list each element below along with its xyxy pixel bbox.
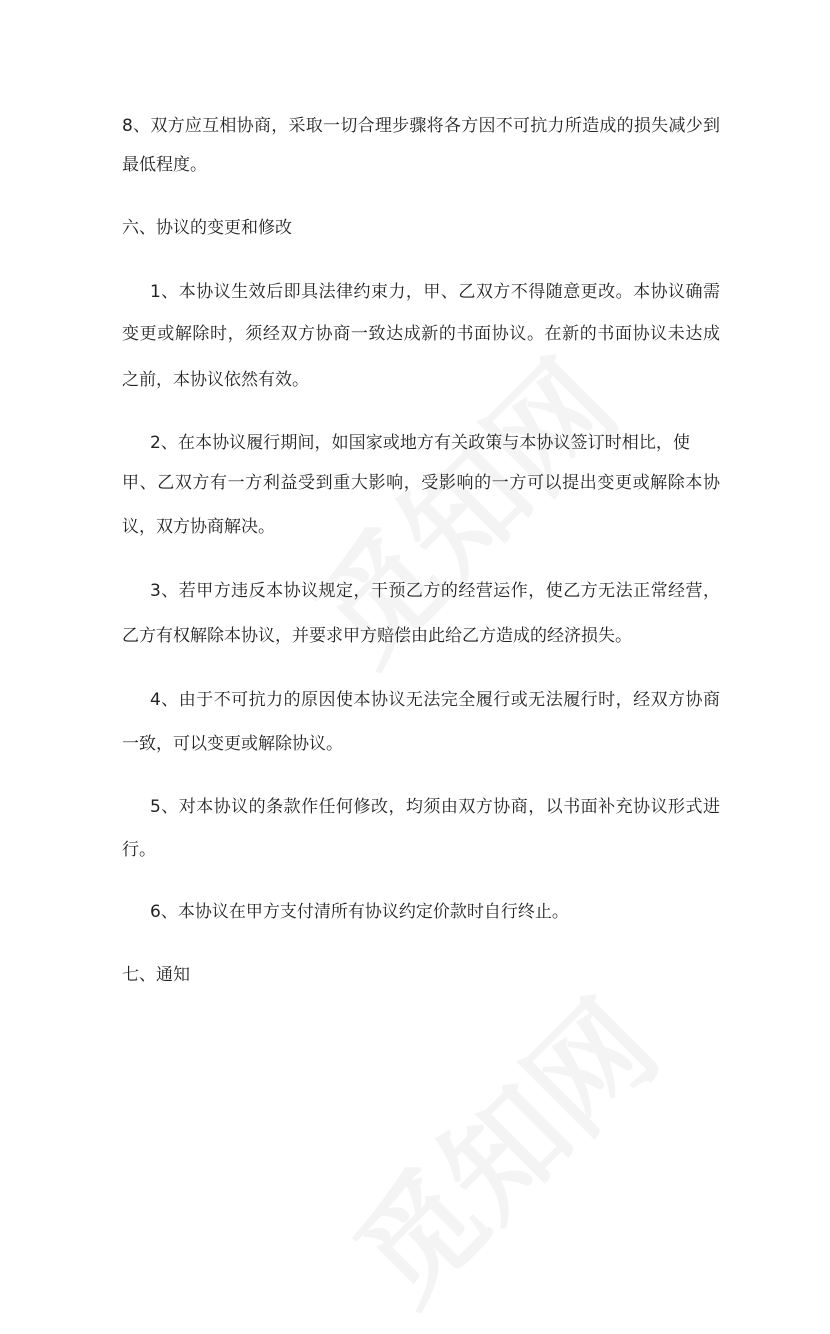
text-line: 一致，可以变更或解除协议。 bbox=[122, 734, 343, 754]
text-line: 4、由于不可抗力的原因使本协议无法完全履行或无法履行时，经双方协商 bbox=[150, 690, 720, 710]
text-line: 8、双方应互相协商，采取一切合理步骤将各方因不可抗力所造成的损失减少到 bbox=[122, 116, 720, 136]
text-line: 2、在本协议履行期间，如国家或地方有关政策与本协议签订时相比，使 bbox=[150, 433, 690, 453]
watermark bbox=[312, 958, 688, 1334]
text-line: 3、若甲方违反本协议规定，干预乙方的经营运作，使乙方无法正常经营， bbox=[150, 581, 720, 601]
section-heading: 七、通知 bbox=[122, 965, 190, 985]
section-heading: 六、协议的变更和修改 bbox=[122, 218, 292, 238]
text-line: 最低程度。 bbox=[122, 155, 207, 175]
text-line: 甲、乙双方有一方利益受到重大影响，受影响的一方可以提出变更或解除本协 bbox=[122, 473, 720, 493]
text-line: 行。 bbox=[122, 840, 156, 860]
text-line: 变更或解除时，须经双方协商一致达成新的书面协议。在新的书面协议未达成 bbox=[122, 324, 720, 344]
text-line: 1、本协议生效后即具法律约束力，甲、乙双方不得随意更改。本协议确需 bbox=[150, 282, 720, 302]
text-line: 议，双方协商解决。 bbox=[122, 517, 275, 537]
text-line: 之前，本协议依然有效。 bbox=[122, 370, 309, 390]
text-line: 6、本协议在甲方支付清所有协议约定价款时自行终止。 bbox=[150, 902, 569, 922]
text-line: 5、对本协议的条款作任何修改，均须由双方协商，以书面补充协议形式进 bbox=[150, 797, 720, 817]
text-line: 乙方有权解除本协议，并要求甲方赔偿由此给乙方造成的经济损失。 bbox=[122, 626, 632, 646]
